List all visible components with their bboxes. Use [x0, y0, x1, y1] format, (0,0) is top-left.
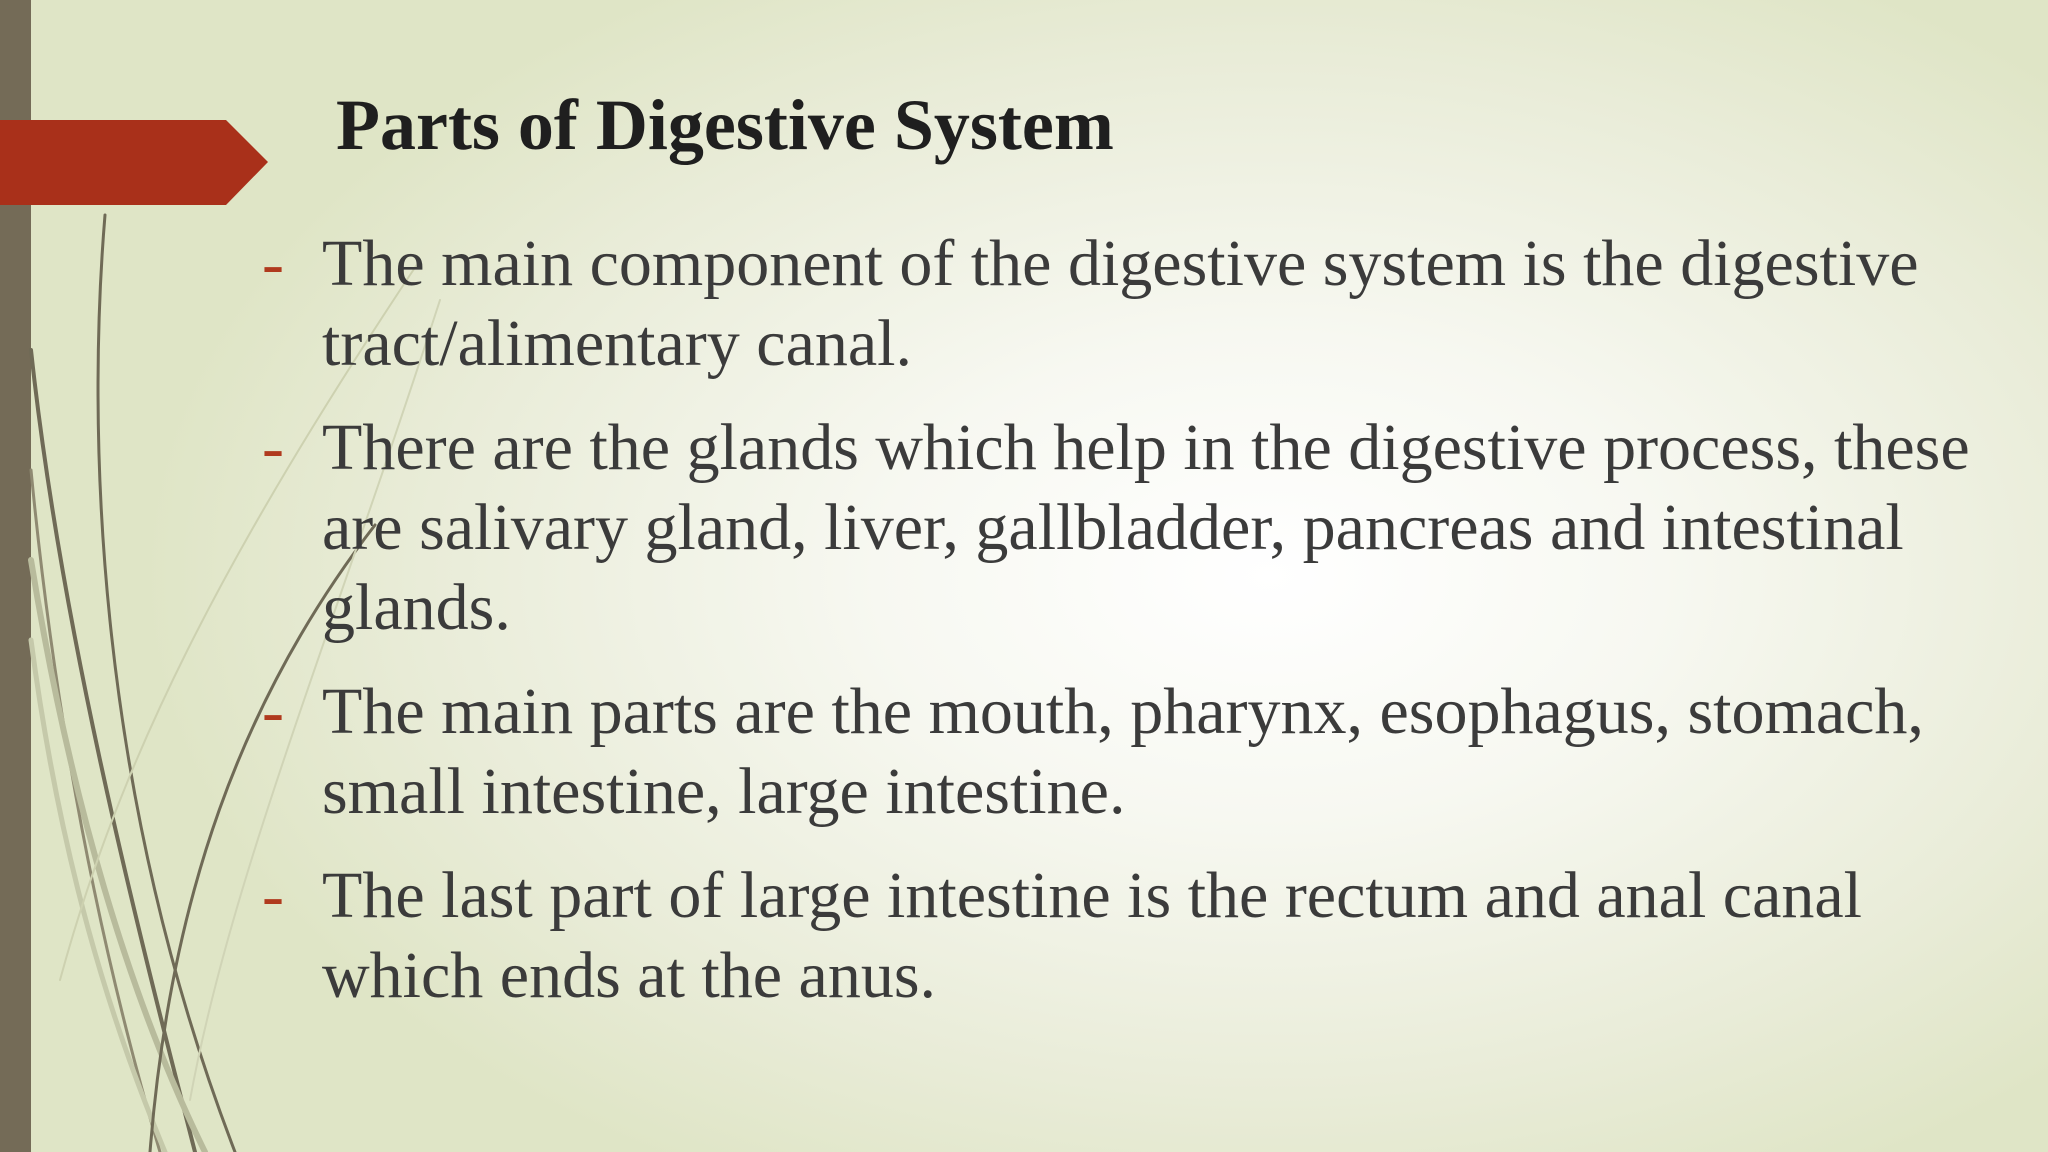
bullet-item [262, 856, 2002, 1016]
bullet-list [262, 224, 2002, 1040]
bullet-marker: - [262, 675, 284, 748]
title-arrow-shape [0, 120, 270, 205]
bullet-text: The main component of the digestive system is the digestive tract/alimentary canal. [322, 227, 1919, 380]
bullet-item [262, 224, 2002, 384]
bullet-marker: - [262, 227, 284, 300]
bullet-text: There are the glands which help in the digestive process, these are salivary gland, liver, gallbladder, pancreas and intestinal glands. [322, 411, 1970, 644]
bullet-text: The main parts are the mouth, pharynx, esophagus, stomach, small intestine, large intestine. [322, 675, 1924, 828]
bullet-text: The last part of large intestine is the rectum and anal canal which ends at the anus. [322, 859, 1863, 1012]
bullet-marker: - [262, 859, 284, 932]
bullet-item [262, 408, 2002, 648]
bullet-item [262, 672, 2002, 832]
bullet-marker: - [262, 411, 284, 484]
slide-title: Parts of Digestive System [336, 85, 1114, 165]
